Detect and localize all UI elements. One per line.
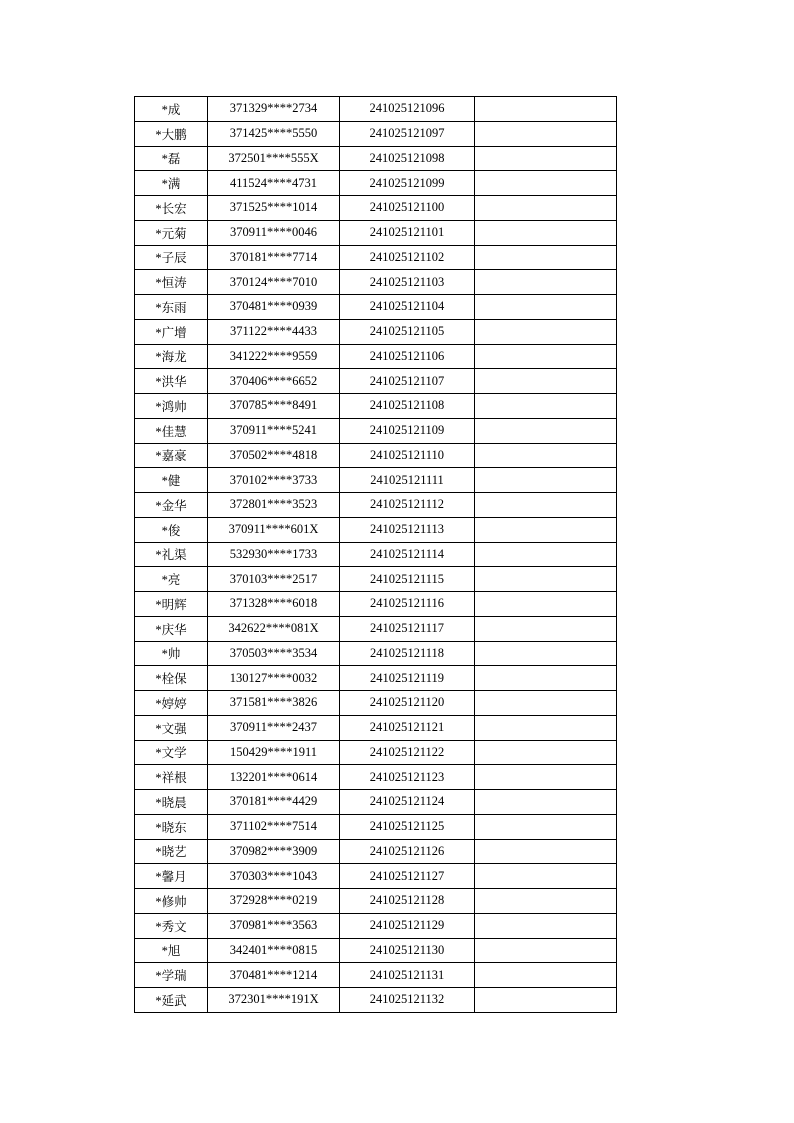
id-number-cell: 132201****0614: [208, 765, 340, 790]
name-cell: *旭: [135, 938, 208, 963]
serial-number-cell: 241025121113: [340, 517, 475, 542]
table-row: [135, 468, 617, 493]
remark-cell: [475, 889, 617, 914]
serial-number-cell: 241025121118: [340, 641, 475, 666]
id-number-cell: 371425****5550: [208, 121, 340, 146]
name-cell: *馨月: [135, 864, 208, 889]
table-row: [135, 889, 617, 914]
serial-number-cell: 241025121101: [340, 220, 475, 245]
remark-cell: [475, 196, 617, 221]
remark-cell: [475, 394, 617, 419]
name-cell: *晓东: [135, 814, 208, 839]
name-cell: *广增: [135, 319, 208, 344]
remark-cell: [475, 839, 617, 864]
id-number-cell: 370406****6652: [208, 369, 340, 394]
id-number-cell: 341222****9559: [208, 344, 340, 369]
serial-number-cell: 241025121125: [340, 814, 475, 839]
table-row: [135, 616, 617, 641]
id-number-cell: 370911****2437: [208, 715, 340, 740]
serial-number-cell: 241025121117: [340, 616, 475, 641]
table-row: [135, 839, 617, 864]
remark-cell: [475, 493, 617, 518]
remark-cell: [475, 666, 617, 691]
remark-cell: [475, 220, 617, 245]
name-cell: *祥根: [135, 765, 208, 790]
remark-cell: [475, 542, 617, 567]
id-number-cell: 370911****0046: [208, 220, 340, 245]
remark-cell: [475, 864, 617, 889]
remark-cell: [475, 913, 617, 938]
remark-cell: [475, 691, 617, 716]
serial-number-cell: 241025121120: [340, 691, 475, 716]
table-row: [135, 344, 617, 369]
table-row: [135, 493, 617, 518]
table-row: [135, 245, 617, 270]
table-row: [135, 121, 617, 146]
id-number-cell: 370503****3534: [208, 641, 340, 666]
name-cell: *晓艺: [135, 839, 208, 864]
serial-number-cell: 241025121111: [340, 468, 475, 493]
name-cell: *延武: [135, 988, 208, 1013]
remark-cell: [475, 270, 617, 295]
id-number-cell: 371122****4433: [208, 319, 340, 344]
remark-cell: [475, 988, 617, 1013]
id-number-cell: 370785****8491: [208, 394, 340, 419]
id-number-cell: 532930****1733: [208, 542, 340, 567]
table-row: [135, 319, 617, 344]
remark-cell: [475, 171, 617, 196]
id-number-cell: 370303****1043: [208, 864, 340, 889]
serial-number-cell: 241025121099: [340, 171, 475, 196]
table-row: [135, 814, 617, 839]
table-row: [135, 394, 617, 419]
remark-cell: [475, 344, 617, 369]
table-row: [135, 641, 617, 666]
id-number-cell: 370911****5241: [208, 418, 340, 443]
serial-number-cell: 241025121130: [340, 938, 475, 963]
remark-cell: [475, 443, 617, 468]
id-number-cell: 372501****555X: [208, 146, 340, 171]
id-number-cell: 372801****3523: [208, 493, 340, 518]
serial-number-cell: 241025121124: [340, 790, 475, 815]
id-number-cell: 370502****4818: [208, 443, 340, 468]
name-cell: *子辰: [135, 245, 208, 270]
table-row: [135, 666, 617, 691]
table-row: [135, 864, 617, 889]
id-number-cell: 370102****3733: [208, 468, 340, 493]
remark-cell: [475, 418, 617, 443]
serial-number-cell: 241025121106: [340, 344, 475, 369]
roster-table: [134, 96, 617, 1013]
remark-cell: [475, 616, 617, 641]
name-cell: *鸿帅: [135, 394, 208, 419]
id-number-cell: 372928****0219: [208, 889, 340, 914]
id-number-cell: 370981****3563: [208, 913, 340, 938]
table-row: [135, 443, 617, 468]
name-cell: *秀文: [135, 913, 208, 938]
name-cell: *大鹏: [135, 121, 208, 146]
serial-number-cell: 241025121127: [340, 864, 475, 889]
name-cell: *满: [135, 171, 208, 196]
serial-number-cell: 241025121122: [340, 740, 475, 765]
id-number-cell: 342401****0815: [208, 938, 340, 963]
id-number-cell: 411524****4731: [208, 171, 340, 196]
name-cell: *恒涛: [135, 270, 208, 295]
serial-number-cell: 241025121108: [340, 394, 475, 419]
name-cell: *婷婷: [135, 691, 208, 716]
serial-number-cell: 241025121131: [340, 963, 475, 988]
name-cell: *文学: [135, 740, 208, 765]
remark-cell: [475, 592, 617, 617]
serial-number-cell: 241025121103: [340, 270, 475, 295]
id-number-cell: 371102****7514: [208, 814, 340, 839]
table-row: [135, 220, 617, 245]
table-row: [135, 765, 617, 790]
table-row: [135, 369, 617, 394]
table-row: [135, 196, 617, 221]
remark-cell: [475, 369, 617, 394]
table-row: [135, 97, 617, 122]
name-cell: *晓晨: [135, 790, 208, 815]
name-cell: *庆华: [135, 616, 208, 641]
remark-cell: [475, 245, 617, 270]
name-cell: *修帅: [135, 889, 208, 914]
remark-cell: [475, 567, 617, 592]
name-cell: *礼渠: [135, 542, 208, 567]
id-number-cell: 371525****1014: [208, 196, 340, 221]
serial-number-cell: 241025121098: [340, 146, 475, 171]
serial-number-cell: 241025121116: [340, 592, 475, 617]
remark-cell: [475, 790, 617, 815]
remark-cell: [475, 765, 617, 790]
remark-cell: [475, 121, 617, 146]
serial-number-cell: 241025121104: [340, 295, 475, 320]
table-row: [135, 913, 617, 938]
table-row: [135, 592, 617, 617]
serial-number-cell: 241025121132: [340, 988, 475, 1013]
name-cell: *洪华: [135, 369, 208, 394]
table-row: [135, 740, 617, 765]
serial-number-cell: 241025121110: [340, 443, 475, 468]
id-number-cell: 371329****2734: [208, 97, 340, 122]
name-cell: *嘉豪: [135, 443, 208, 468]
name-cell: *磊: [135, 146, 208, 171]
table-row: [135, 517, 617, 542]
id-number-cell: 370181****4429: [208, 790, 340, 815]
name-cell: *栓保: [135, 666, 208, 691]
serial-number-cell: 241025121112: [340, 493, 475, 518]
remark-cell: [475, 468, 617, 493]
serial-number-cell: 241025121121: [340, 715, 475, 740]
serial-number-cell: 241025121102: [340, 245, 475, 270]
serial-number-cell: 241025121096: [340, 97, 475, 122]
name-cell: *文强: [135, 715, 208, 740]
remark-cell: [475, 295, 617, 320]
name-cell: *元菊: [135, 220, 208, 245]
table-row: [135, 715, 617, 740]
serial-number-cell: 241025121126: [340, 839, 475, 864]
id-number-cell: 370124****7010: [208, 270, 340, 295]
table-row: [135, 270, 617, 295]
id-number-cell: 150429****1911: [208, 740, 340, 765]
table-row: [135, 790, 617, 815]
id-number-cell: 370481****0939: [208, 295, 340, 320]
id-number-cell: 371581****3826: [208, 691, 340, 716]
name-cell: *东雨: [135, 295, 208, 320]
serial-number-cell: 241025121115: [340, 567, 475, 592]
id-number-cell: 371328****6018: [208, 592, 340, 617]
serial-number-cell: 241025121128: [340, 889, 475, 914]
table-row: [135, 542, 617, 567]
id-number-cell: 372301****191X: [208, 988, 340, 1013]
roster-body: [135, 97, 617, 1013]
remark-cell: [475, 715, 617, 740]
serial-number-cell: 241025121109: [340, 418, 475, 443]
id-number-cell: 370982****3909: [208, 839, 340, 864]
id-number-cell: 370911****601X: [208, 517, 340, 542]
name-cell: *学瑞: [135, 963, 208, 988]
serial-number-cell: 241025121119: [340, 666, 475, 691]
remark-cell: [475, 938, 617, 963]
name-cell: *亮: [135, 567, 208, 592]
serial-number-cell: 241025121129: [340, 913, 475, 938]
remark-cell: [475, 517, 617, 542]
serial-number-cell: 241025121107: [340, 369, 475, 394]
remark-cell: [475, 641, 617, 666]
name-cell: *明辉: [135, 592, 208, 617]
table-row: [135, 567, 617, 592]
name-cell: *金华: [135, 493, 208, 518]
id-number-cell: 342622****081X: [208, 616, 340, 641]
name-cell: *成: [135, 97, 208, 122]
table-row: [135, 691, 617, 716]
table-row: [135, 938, 617, 963]
serial-number-cell: 241025121105: [340, 319, 475, 344]
remark-cell: [475, 814, 617, 839]
name-cell: *帅: [135, 641, 208, 666]
id-number-cell: 370103****2517: [208, 567, 340, 592]
remark-cell: [475, 97, 617, 122]
serial-number-cell: 241025121097: [340, 121, 475, 146]
serial-number-cell: 241025121123: [340, 765, 475, 790]
table-row: [135, 963, 617, 988]
remark-cell: [475, 963, 617, 988]
name-cell: *长宏: [135, 196, 208, 221]
name-cell: *海龙: [135, 344, 208, 369]
remark-cell: [475, 146, 617, 171]
id-number-cell: 370481****1214: [208, 963, 340, 988]
remark-cell: [475, 740, 617, 765]
name-cell: *健: [135, 468, 208, 493]
id-number-cell: 370181****7714: [208, 245, 340, 270]
id-number-cell: 130127****0032: [208, 666, 340, 691]
table-row: [135, 295, 617, 320]
table-row: [135, 146, 617, 171]
name-cell: *佳慧: [135, 418, 208, 443]
serial-number-cell: 241025121114: [340, 542, 475, 567]
table-row: [135, 418, 617, 443]
remark-cell: [475, 319, 617, 344]
name-cell: *俊: [135, 517, 208, 542]
table-row: [135, 171, 617, 196]
table-row: [135, 988, 617, 1013]
serial-number-cell: 241025121100: [340, 196, 475, 221]
